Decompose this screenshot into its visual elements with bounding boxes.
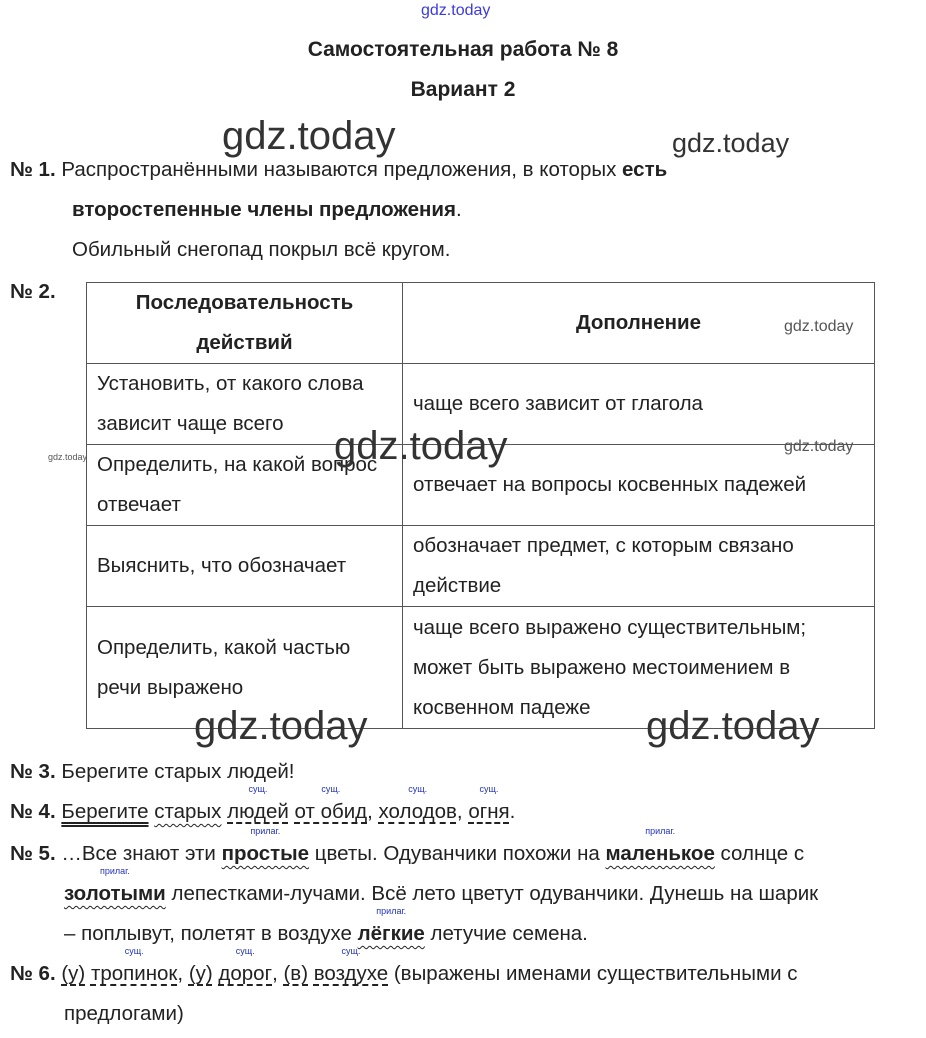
question-6: № 6. (у) сущ. тропинок, (у) сущ. дорог, (в) сущ. воздухе (выражены именами существительными с (10, 946, 798, 985)
watermark: gdz.today (222, 114, 396, 158)
answer-table (86, 282, 875, 729)
question-1-line2: второстепенные члены предложения. (72, 198, 462, 221)
watermark: gdz.today (784, 318, 854, 335)
question-1: № 1. Распространёнными называются предложения, в которых есть (10, 158, 668, 181)
question-5-line2: прилаг. золотыми лепестками-лучами. Всё лето цветут одуванчики. Дунешь на шарик (64, 866, 819, 905)
question-2-number: № 2. (10, 280, 56, 303)
watermark: gdz.today (672, 128, 790, 158)
watermark: gdz.today (48, 452, 88, 462)
column-header: Последовательность действий (87, 283, 403, 364)
page-subtitle: Вариант 2 (410, 78, 516, 101)
watermark: gdz.today (784, 438, 854, 455)
table-row: Установить, от какого слова зависит чаще всего чаще всего зависит от глагола (87, 364, 875, 445)
question-5: № 5. …Все знают эти прилаг. простые цветы. Одуванчики похожи на прилаг. маленькое солнце с (10, 826, 805, 865)
column-header: Дополнение (403, 283, 875, 364)
table-row: Определить, на какой вопрос отвечает отвечает на вопросы косвенных падежей (87, 445, 875, 526)
watermark: gdz.today (334, 424, 508, 468)
question-4: № 4. Берегите старых сущ. людей сущ. от обид, сущ. холодов, сущ. огня. (10, 784, 516, 823)
watermark: gdz.today (194, 704, 368, 748)
watermark: gdz.today (646, 704, 820, 748)
question-3: № 3. Берегите старых людей! (10, 760, 295, 783)
question-1-example: Обильный снегопад покрыл всё кругом. (72, 238, 451, 261)
table-header-row (87, 283, 875, 364)
question-6-line2: предлогами) (64, 1002, 184, 1025)
page-title: Самостоятельная работа № 8 (307, 38, 619, 61)
question-5-line3: – поплывут, полетят в воздухе прилаг. лёгкие летучие семена. (64, 906, 588, 945)
table-row: Выяснить, что обозначает обозначает предмет, с которым связано действие (87, 526, 875, 607)
watermark: gdz.today (421, 2, 491, 19)
table-row: Определить, какой частью речи выражено чаще всего выражено существительным; может быть выражено местоимением в косвенном падеже (87, 607, 875, 729)
